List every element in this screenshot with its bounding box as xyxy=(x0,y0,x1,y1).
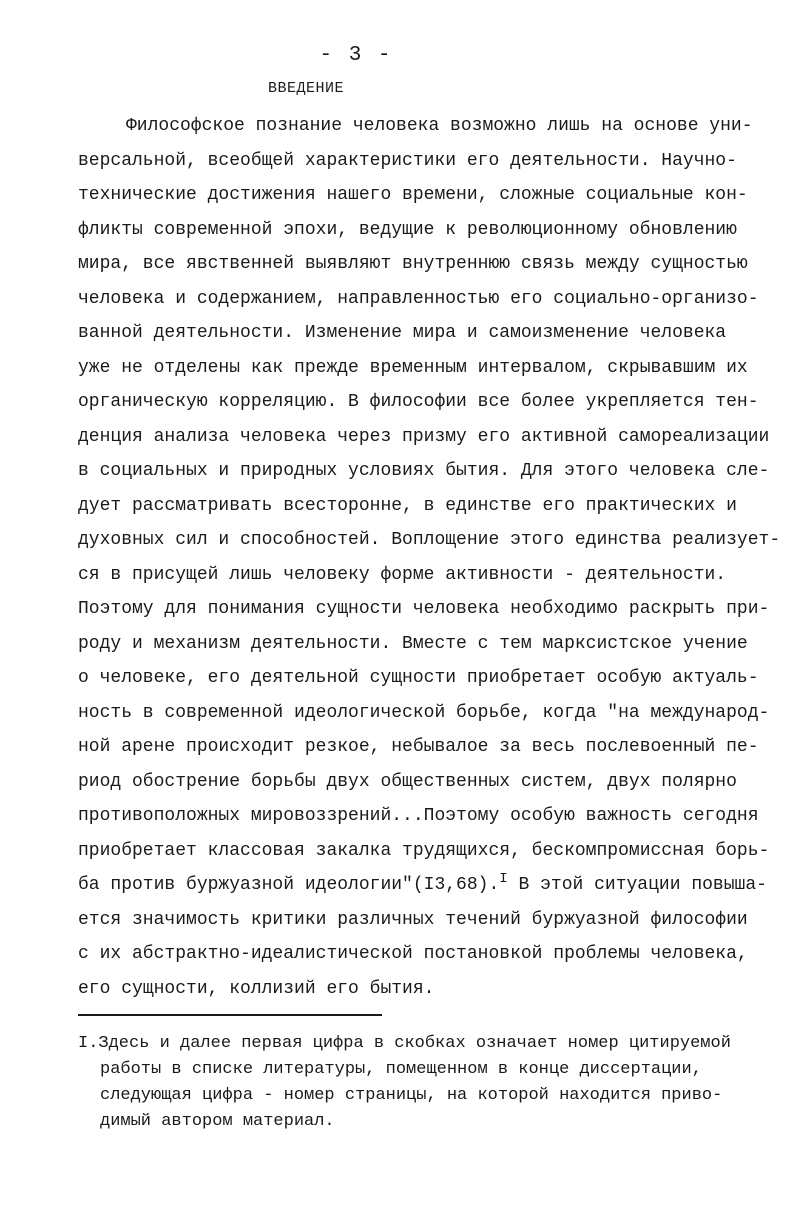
text-line: ной арене происходит резкое, небывалое за весь послевоенный пе- xyxy=(78,737,759,757)
text-line: дует рассматривать всесторонне, в единстве его практических и xyxy=(78,495,737,516)
text-line: ванной деятельности. Изменение мира и самоизменение человека xyxy=(78,323,727,343)
text-line: ся в присущей лишь человеку форме активности - деятельности. xyxy=(78,564,727,585)
text-line: ется значимость критики различных течений буржуазной философии xyxy=(78,909,748,930)
text-line: противоположных мировоззрений...Поэтому особую важность сегодня xyxy=(78,806,759,826)
text-line-with-footnote xyxy=(78,868,780,903)
text-line: Философское познание человека возможно лишь на основе уни- xyxy=(126,116,753,136)
text-line: уже не отделены как прежде временным интервалом, скрывавшим их xyxy=(78,357,748,378)
footnote-line: следующая цифра - номер страницы, на которой находится приво- xyxy=(100,1086,723,1105)
footnote-line: димый автором материал. xyxy=(100,1112,335,1131)
footnote-line: I.Здесь и далее первая цифра в скобках означает номер цитируемой xyxy=(78,1034,731,1053)
text-line: человека и содержанием, направленностью его социально-организо- xyxy=(78,288,759,309)
text-line: риод обострение борьбы двух общественных систем, двух полярно xyxy=(78,771,737,792)
page-number: - 3 - xyxy=(319,44,393,67)
text-line: версальной, всеобщей характеристики его деятельности. Научно- xyxy=(78,150,737,171)
text-line: приобретает классовая закалка трудящихся, бескомпромиссная борь- xyxy=(78,840,770,861)
text-line: ность в современной идеологической борьбе, когда "на международ- xyxy=(78,702,770,723)
text-fragment: ба против буржуазной идеологии"(I3,68). xyxy=(78,875,500,895)
text-line: мира, все явственней выявляют внутреннюю связь между сущностью xyxy=(78,254,748,274)
section-title: ВВЕДЕНИЕ xyxy=(267,80,344,97)
text-line: о человеке, его деятельной сущности приобретает особую актуаль- xyxy=(78,668,759,688)
footnote-line: работы в списке литературы, помещенном в конце диссертации, xyxy=(100,1060,702,1079)
text-line: с их абстрактно-идеалистической постановкой проблемы человека, xyxy=(78,944,748,964)
text-line: в социальных и природных условиях бытия. Для этого человека сле- xyxy=(78,461,770,481)
text-line: органическую корреляцию. В философии все более укрепляется тен- xyxy=(78,392,759,412)
text-line: роду и механизм деятельности. Вместе с тем марксистское учение xyxy=(78,633,748,654)
footnote xyxy=(78,1031,731,1135)
text-line: фликты современной эпохи, ведущие к революционному обновлению xyxy=(78,219,737,240)
text-line: Поэтому для понимания сущности человека необходимо раскрыть при- xyxy=(78,599,770,619)
body-text xyxy=(78,109,780,1006)
footnote-marker: I xyxy=(499,871,508,887)
text-line: его сущности, коллизий его бытия. xyxy=(78,978,435,999)
text-line: денция анализа человека через призму его активной самореализации xyxy=(78,426,770,447)
footnote-divider xyxy=(78,1014,382,1016)
text-line: технические достижения нашего времени, сложные социальные кон- xyxy=(78,185,748,205)
text-line: духовных сил и способностей. Воплощение этого единства реализует- xyxy=(78,530,781,550)
text-fragment: В этой ситуации повыша- xyxy=(507,875,767,895)
